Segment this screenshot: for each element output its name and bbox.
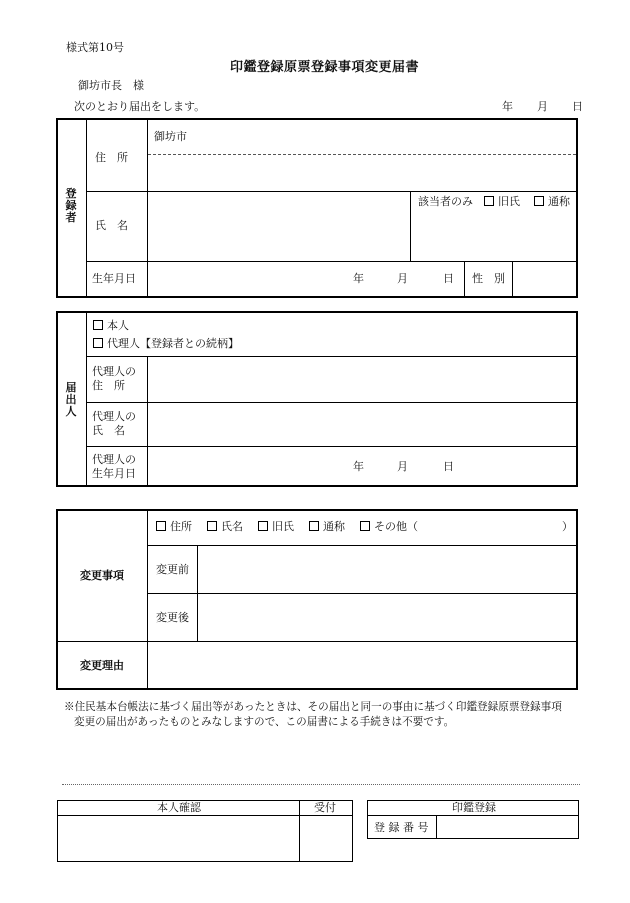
change-options [156, 521, 418, 535]
agent-address-label-1: 代理人の [92, 365, 136, 378]
birth-day-label: 日 [443, 272, 454, 285]
note-line-1: ※住民基本台帳法に基づく届出等があったときは、その届出と同一の事由に基づく印鑑登録原票登録事項 [64, 701, 562, 713]
change-other-close-paren: ） [562, 520, 573, 533]
alias-checkbox[interactable]: 通称 [534, 196, 570, 208]
reception-label: 受付 [314, 801, 336, 814]
header-year-label: 年 [502, 100, 513, 113]
birthdate-label: 生年月日 [92, 272, 136, 285]
addressee: 御坊市長 様 [78, 79, 144, 92]
agent-name-label-1: 代理人の [92, 410, 136, 423]
sex-field[interactable] [514, 263, 576, 296]
agent-checkbox[interactable]: 代理人【登録者との続柄】 [93, 338, 239, 350]
applicant-section-label: 届出人 [65, 381, 77, 418]
name-field[interactable] [150, 194, 408, 258]
before-field[interactable] [200, 548, 574, 590]
name-label: 氏 名 [95, 219, 128, 232]
seal-registration-label: 印鑑登録 [452, 801, 496, 814]
after-label: 変更後 [156, 611, 189, 624]
header-month-label: 月 [537, 100, 548, 113]
agent-address-field[interactable] [150, 359, 574, 399]
birth-month-label: 月 [397, 272, 408, 285]
agent-address-label-2: 住 所 [92, 379, 125, 392]
office-use-box [57, 800, 353, 862]
change-option-address[interactable]: 住所 [156, 520, 192, 533]
page-title: 印鑑登録原票登録事項変更届書 [230, 60, 420, 75]
agent-birth-label-2: 生年月日 [92, 467, 136, 480]
change-option-name[interactable]: 氏名 [207, 520, 243, 533]
before-label: 変更前 [156, 563, 189, 576]
address-field[interactable] [150, 156, 574, 190]
header-day-label: 日 [572, 100, 583, 113]
registrant-section-label: 登録者 [65, 187, 77, 224]
agent-name-label-2: 氏 名 [92, 424, 125, 437]
self-checkbox[interactable]: 本人 [93, 320, 129, 332]
identity-check-label: 本人確認 [157, 801, 201, 814]
registration-number-field[interactable] [438, 817, 577, 837]
sex-label: 性 別 [472, 272, 505, 285]
agent-birth-day-label: 日 [443, 460, 454, 473]
change-items-label: 変更事項 [80, 569, 124, 582]
agent-birth-label-1: 代理人の [92, 453, 136, 466]
agent-name-field[interactable] [150, 405, 574, 443]
form-number: 様式第10号 [66, 41, 124, 54]
office-use-divider [62, 784, 580, 785]
note-line-2: 変更の届出があったものとみなしますので、この届書による手続きは不要です。 [74, 716, 455, 728]
after-field[interactable] [200, 596, 574, 638]
city-prefix: 御坊市 [154, 130, 187, 143]
registration-number-label: 登 録 番 号 [374, 821, 429, 834]
change-reason-field[interactable] [150, 644, 574, 687]
change-option-alias[interactable]: 通称 [309, 520, 345, 533]
change-reason-label: 変更理由 [80, 659, 124, 672]
address-label: 住 所 [95, 151, 128, 164]
birth-year-label: 年 [353, 272, 364, 285]
former-name-checkbox[interactable]: 旧氏 [484, 196, 520, 208]
agent-birth-year-label: 年 [353, 460, 364, 473]
change-option-other[interactable]: その他（ [360, 520, 418, 533]
change-option-former-name[interactable]: 旧氏 [258, 520, 294, 533]
intro-text: 次のとおり届出をします。 [74, 100, 206, 113]
applicable-only-label: 該当者のみ [418, 195, 473, 208]
agent-birth-month-label: 月 [397, 460, 408, 473]
